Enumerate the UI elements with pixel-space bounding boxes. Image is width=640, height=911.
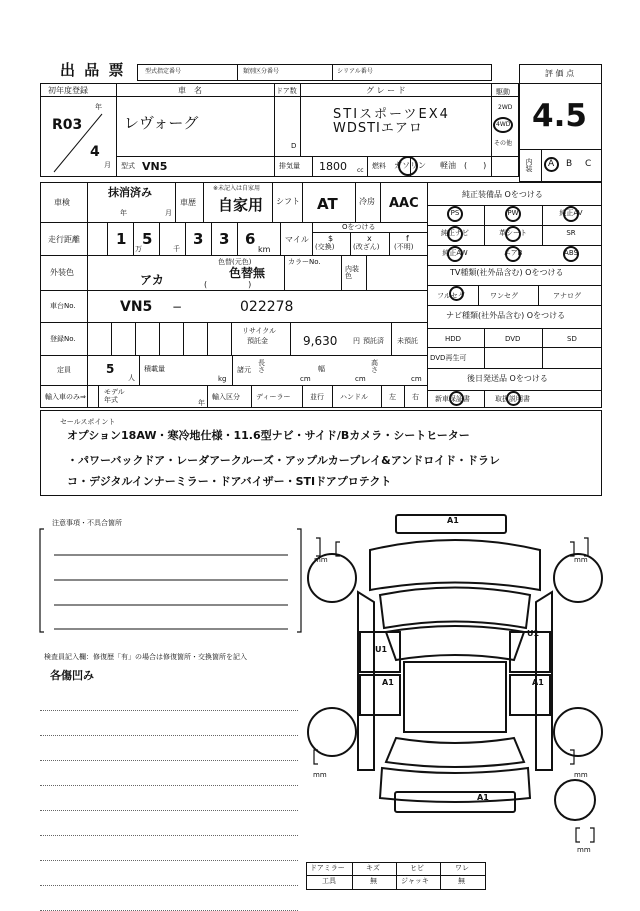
- cc-unit: cc: [357, 167, 364, 174]
- interior-color-label: 内装色: [345, 265, 359, 280]
- mm-unit-3: mm: [313, 771, 327, 779]
- note-line: [40, 885, 298, 886]
- interior-label: 内装: [525, 158, 533, 172]
- equip-genuine-navi-circle: [447, 226, 463, 242]
- color-change-value: 色替無: [229, 266, 266, 280]
- color-value: アカ: [140, 273, 164, 287]
- dealer-option: ディーラー: [256, 393, 291, 401]
- interior-b: B: [566, 159, 573, 169]
- doors-unit: D: [291, 142, 297, 150]
- mile-label: マイル: [285, 235, 309, 244]
- rating-label: 評 価 点: [545, 69, 575, 78]
- mark-rear-bumper: A1: [477, 793, 489, 802]
- recycle-label-2: 預託金: [247, 337, 268, 345]
- serial-label: シリアル番号: [337, 68, 373, 75]
- note-line: [40, 710, 298, 711]
- reg-month: 4: [90, 144, 100, 160]
- color-label: 外装色: [50, 268, 74, 277]
- caution-label: 注意事項・不具合箇所: [52, 519, 122, 527]
- chassis-dash: −: [172, 300, 183, 314]
- first-reg-label: 初年度登録: [48, 86, 88, 95]
- damage-label: 各傷凹み: [50, 669, 94, 682]
- car-name: レヴォーグ: [124, 114, 199, 132]
- handle-label: ハンドル: [340, 393, 368, 401]
- tv-title: TV種類(社外品含む) Oをつける: [450, 268, 564, 277]
- inspection-year: 年: [120, 209, 127, 217]
- capacity-label: 定員: [57, 366, 71, 374]
- interior-a: A: [548, 159, 555, 169]
- mm-unit-5: mm: [577, 846, 591, 854]
- footer-jack-value: 無: [458, 877, 465, 885]
- recycle-yen: 円: [353, 337, 360, 345]
- sen-unit: 千: [173, 245, 180, 253]
- km-unit: km: [258, 245, 271, 254]
- header-id-box: [137, 64, 492, 81]
- equip-leather-seat: 革シート: [499, 229, 527, 238]
- later-warranty-circle: [449, 391, 464, 406]
- sales-line-3: コ・デジタルインナーミラー・ドアバイザー・STIドアプロテクト: [67, 475, 392, 488]
- cm-height: cm: [411, 375, 422, 383]
- caution-bracket: [38, 527, 303, 635]
- mileage-digit-3: 3: [193, 230, 204, 248]
- footer-tools: 工具: [322, 877, 336, 885]
- meter-dollar: $: [328, 234, 334, 243]
- equip-leather-seat-circle: [505, 226, 521, 242]
- displacement-label: 排気量: [279, 162, 300, 170]
- note-line: [40, 860, 298, 861]
- inspection-month: 月: [165, 209, 172, 217]
- capacity-unit: 人: [128, 374, 135, 382]
- recycle-value: 9,630: [303, 334, 338, 348]
- sales-line-2: ・パワーバックドア・レーダアークルーズ・アップルカープレイ&アンドロイド・ドラレ: [67, 454, 500, 467]
- mileage-digit-4: 3: [219, 230, 230, 248]
- rating-value: 4.5: [532, 98, 587, 134]
- dims-height: 高さ: [371, 359, 378, 374]
- history-note: ※未記入は自家用: [213, 185, 261, 192]
- drive-4wd: 4WD: [496, 121, 511, 128]
- chassis-no: 022278: [240, 299, 294, 315]
- navi-dvd: DVD: [505, 335, 521, 343]
- drive-2wd: 2WD: [498, 104, 513, 111]
- class-label: 類別区分番号: [243, 68, 280, 75]
- navi-hdd: HDD: [445, 335, 462, 343]
- import-label: 輸入車のみ⇒: [45, 393, 86, 401]
- tv-fullseg: フルセグ: [437, 292, 465, 300]
- mark-right-door: U1: [527, 629, 540, 638]
- model-cert-label: 型式指定番号: [145, 68, 182, 75]
- equip-genuine-av: 純正AV: [559, 209, 583, 218]
- grade-label: グ レ ー ド: [366, 86, 406, 95]
- grade-line-2: WDSTIエアロ: [333, 121, 423, 136]
- mm-unit-2: mm: [574, 556, 588, 564]
- equip-genuine-aw-circle: [447, 246, 463, 262]
- tv-fullseg-circle: [449, 286, 464, 301]
- tv-oneseg: ワンセグ: [490, 292, 518, 300]
- equip-pw: PW: [507, 209, 519, 218]
- dims-length: 長さ: [258, 359, 265, 374]
- model-year-label: モデル年式: [104, 388, 125, 404]
- later-manual-circle: [506, 391, 521, 406]
- equip-genuine-aw: 純正AW: [442, 249, 468, 258]
- meter-unknown: (不明): [394, 243, 414, 251]
- footer-tools-value: 無: [370, 877, 377, 885]
- recycle-paid: 預託済: [363, 337, 384, 345]
- navi-sd: SD: [567, 335, 577, 343]
- man-unit: 万: [135, 245, 142, 253]
- model-label: 型式: [121, 162, 135, 170]
- chassis-label: 車台No.: [50, 302, 76, 310]
- dims-width: 幅: [318, 365, 325, 373]
- mark-label: Oをつける: [342, 223, 376, 231]
- fuel-label: 燃料: [372, 162, 386, 170]
- footer-h-mirror: ドアミラー: [310, 864, 345, 872]
- note-line: [40, 810, 298, 811]
- mileage-digit-5: 6: [245, 230, 256, 248]
- note-line: [40, 735, 298, 736]
- inspector-label: 検査員記入欄：修復歴「有」の場合は修復箇所・交換箇所を記入: [44, 653, 247, 661]
- equip-genuine-av-circle: [563, 206, 579, 222]
- mileage-label: 走行距離: [48, 235, 80, 244]
- meter-f: f: [406, 234, 409, 243]
- equip-pw-circle: [505, 206, 521, 222]
- mark-left-door: U1: [375, 645, 388, 654]
- meter-tamper: (改ざん): [353, 243, 380, 251]
- equip-airbag: エアB: [503, 249, 523, 258]
- grade-line-1: STIスポーツEX4: [333, 107, 450, 122]
- month-unit: 月: [104, 161, 111, 169]
- footer-jack: ジャッキ: [401, 877, 429, 885]
- equip-genuine-navi: 純正ナビ: [441, 229, 469, 238]
- dims-label: 諸元: [237, 366, 251, 374]
- later-title: 後日発送品 Oをつける: [467, 374, 548, 383]
- mark-right-rear: A1: [532, 678, 544, 687]
- color-paren: ( ): [204, 280, 251, 289]
- era-year: R03: [52, 117, 83, 133]
- fuel-gas: ガソリン: [394, 161, 426, 170]
- later-manual: 取扱説明書: [495, 395, 530, 403]
- inspection-label: 車検: [54, 198, 70, 207]
- cm-width: cm: [355, 375, 366, 383]
- kg-unit: kg: [218, 375, 227, 383]
- displacement: 1800: [319, 160, 347, 173]
- mark-left-rear: A1: [382, 678, 394, 687]
- equip-ps-circle: [447, 206, 463, 222]
- meter-x: x: [367, 234, 372, 243]
- color-no-label: カラーNo.: [288, 258, 321, 266]
- car-damage-diagram: [300, 510, 610, 900]
- history-value: 自家用: [218, 196, 264, 214]
- mm-unit-4: mm: [574, 771, 588, 779]
- history-label: 車歴: [180, 198, 196, 207]
- note-line: [40, 760, 298, 761]
- color-change-label: 色替(元色): [218, 258, 252, 266]
- cm-length: cm: [300, 375, 311, 383]
- recycle-unpaid: 未預託: [397, 337, 418, 345]
- shift-label: シフト: [276, 197, 300, 206]
- handle-right: 右: [412, 393, 419, 401]
- mm-unit-1: mm: [314, 556, 328, 564]
- year-unit: 年: [95, 103, 102, 111]
- genuine-title: 純正装備品 Oをつける: [462, 190, 543, 199]
- parallel-option: 並行: [310, 393, 324, 401]
- fuel-paren: ( ): [464, 161, 487, 170]
- equip-airbag-circle: [505, 246, 521, 262]
- ac-value: AAC: [389, 196, 419, 211]
- handle-left: 左: [389, 393, 396, 401]
- load-label: 積載量: [144, 365, 165, 373]
- footer-h-scratch: キズ: [366, 864, 380, 872]
- dvd-label: DVD再生可: [430, 354, 467, 362]
- meter-swap: (交換): [315, 243, 335, 251]
- capacity-value: 5: [106, 362, 115, 376]
- mileage-digit-2: 5: [142, 230, 153, 248]
- equip-ps: PS: [450, 209, 460, 218]
- model-year-unit: 年: [198, 399, 205, 407]
- model: VN5: [142, 160, 168, 173]
- drive-label: 駆動: [496, 88, 510, 96]
- doors-label: ドア数: [276, 87, 297, 95]
- recycle-label-1: リサイクル: [242, 327, 277, 335]
- inspection-value: 抹消済み: [108, 186, 152, 199]
- footer-h-break: ワレ: [455, 864, 469, 872]
- form-title: 出 品 票: [60, 61, 126, 79]
- equip-abs-circle: [563, 246, 579, 262]
- mileage-digit-1: 1: [116, 230, 127, 248]
- car-name-label: 車 名: [178, 86, 202, 95]
- reg-no-label: 登録No.: [50, 335, 76, 343]
- mark-front-bumper: A1: [447, 516, 459, 525]
- fuel-diesel: 軽油: [440, 161, 456, 170]
- tv-analog: アナログ: [553, 292, 581, 300]
- import-class-label: 輸入区分: [212, 393, 240, 401]
- sales-line-1: オプション18AW・寒冷地仕様・11.6型ナビ・サイド/Bカメラ・シートヒーター: [67, 429, 470, 442]
- note-line: [40, 785, 298, 786]
- note-line: [40, 835, 298, 836]
- sales-label: セールスポイント: [60, 418, 116, 426]
- later-warranty: 新車保証書: [435, 395, 470, 403]
- interior-c: C: [585, 159, 592, 169]
- footer-h-crack: ヒビ: [410, 864, 424, 872]
- navi-title: ナビ種類(社外品含む) Oをつける: [446, 311, 566, 320]
- equip-abs: ABS: [564, 249, 578, 258]
- shift-value: AT: [317, 195, 338, 213]
- drive-other: その他: [494, 140, 513, 147]
- chassis-prefix: VN5: [120, 299, 153, 315]
- ac-label: 冷房: [359, 197, 375, 206]
- equip-sr: SR: [566, 229, 576, 238]
